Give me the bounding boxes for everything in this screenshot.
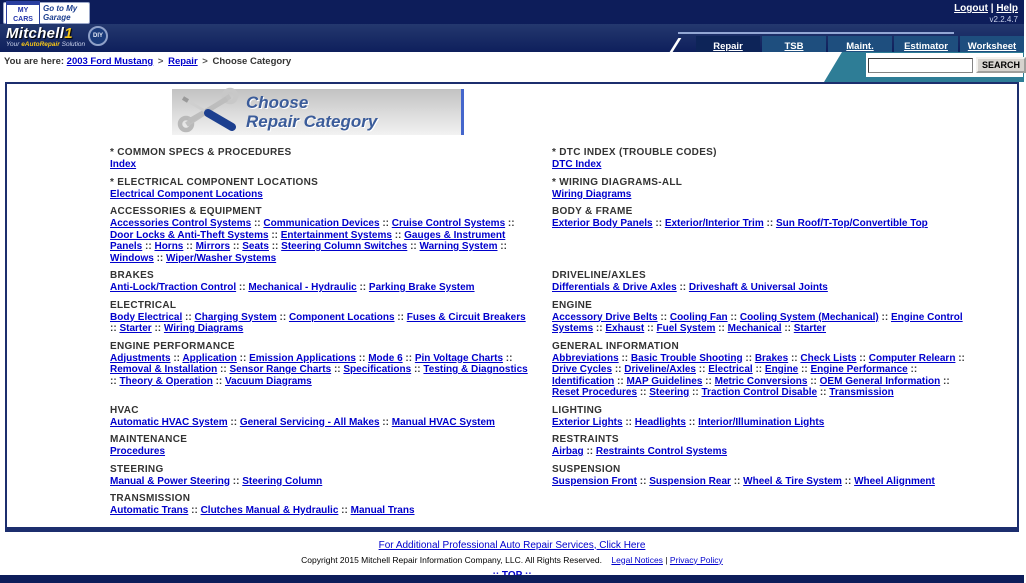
link-separator: :: [637, 387, 650, 398]
category-link[interactable]: Steering Column [242, 475, 323, 487]
category-row [110, 206, 997, 264]
category-links [552, 189, 972, 201]
category-cell-right [552, 300, 972, 335]
category-link[interactable]: Wiper/Washer Systems [166, 252, 277, 264]
top-bar [0, 0, 1024, 24]
category-link[interactable]: Pin Voltage Charts [414, 352, 504, 364]
category-link[interactable]: Clutches Manual & Hydraulic [200, 505, 339, 516]
category-link[interactable]: Exterior Lights [552, 416, 623, 428]
category-link[interactable]: Application [182, 352, 237, 364]
link-separator: :: [788, 352, 801, 364]
category-row [110, 464, 997, 488]
tab-label: Maint. [846, 41, 874, 52]
category-link[interactable]: Manual Trans [350, 505, 415, 516]
category-link[interactable]: Mechanical [727, 323, 782, 334]
link-separator: :: [593, 323, 606, 334]
category-cell-right [552, 206, 972, 264]
category-links [110, 505, 530, 517]
category-link[interactable]: Drive Cycles [552, 364, 613, 375]
category-link[interactable]: Wiring Diagrams [163, 323, 244, 334]
category-link[interactable]: Mirrors [195, 241, 231, 252]
category-links [110, 312, 530, 335]
category-cell-left [110, 493, 530, 517]
category-links [110, 218, 530, 264]
category-link[interactable]: Headlights [634, 416, 686, 428]
brand-bar [0, 24, 1024, 52]
search-input[interactable] [868, 58, 973, 73]
link-separator: :: [676, 282, 689, 293]
category-rows [7, 143, 1017, 517]
link-separator: :: [394, 311, 407, 323]
link-separator: :: [110, 323, 120, 334]
category-link[interactable]: Wheel & Tire System [743, 475, 842, 487]
category-cell-left [110, 405, 530, 429]
category-link[interactable]: Communication Devices [263, 218, 380, 229]
link-separator: :: [170, 352, 183, 364]
link-separator: :: [182, 311, 195, 323]
logout-link[interactable]: Logout [954, 3, 988, 14]
link-separator: :: [402, 352, 415, 364]
link-separator: :: [652, 218, 665, 229]
category-link[interactable]: Wiring Diagrams [552, 188, 632, 200]
link-separator: :: [355, 352, 369, 364]
link-separator: :: [907, 364, 918, 375]
tools-icon [176, 86, 240, 134]
category-link[interactable]: Windows [110, 252, 154, 264]
category-links [110, 476, 530, 488]
link-separator: :: [637, 475, 650, 487]
category-link[interactable]: Basic Trouble Shooting [630, 352, 743, 364]
category-link[interactable]: Horns [154, 241, 184, 252]
link-separator: :: [142, 241, 155, 252]
link-separator: :: [878, 311, 891, 323]
sub-header [0, 52, 1024, 82]
my-cars-button[interactable] [3, 2, 90, 24]
link-separator: :: [841, 475, 855, 487]
license-plate-icon [6, 1, 40, 25]
category-link[interactable]: Theory & Operation [119, 375, 213, 387]
category-link[interactable]: Computer Relearn [868, 352, 956, 364]
top-right-links [954, 3, 1018, 24]
link-separator: :: [251, 218, 264, 229]
link-separator: :: [817, 387, 830, 398]
link-separator: :: [183, 241, 196, 252]
category-links [552, 312, 972, 335]
link-separator: :: [702, 375, 715, 387]
category-link[interactable]: Cooling System (Mechanical) [739, 311, 879, 323]
category-links [552, 446, 972, 458]
link-separator: :: [379, 218, 392, 229]
category-link[interactable]: Engine Performance [810, 364, 908, 375]
category-row [110, 177, 997, 201]
category-cell-right [552, 434, 972, 458]
link-separator: :: [188, 505, 201, 516]
link-separator: :: [338, 505, 351, 516]
category-title: RESTRAINTS [552, 434, 619, 445]
link-separator: :: [856, 352, 869, 364]
category-title: LIGHTING [552, 404, 603, 416]
logo-tagline: Your eAutoRepair Solution [6, 41, 86, 48]
breadcrumb-vehicle-link[interactable]: 2003 Ford Mustang [66, 56, 154, 67]
category-link[interactable]: Gauges & Instrument Panels [110, 229, 506, 252]
category-title: DRIVELINE/AXLES [552, 270, 646, 281]
breadcrumb-repair-link[interactable]: Repair [168, 56, 198, 67]
category-title: GENERAL INFORMATION [552, 340, 679, 352]
category-cell-left [110, 300, 530, 335]
category-links [552, 218, 972, 230]
footer-pipe: | [665, 554, 668, 565]
category-title: BRAKES [110, 270, 155, 281]
category-title: ACCESSORIES & EQUIPMENT [110, 206, 262, 217]
link-separator: :: [356, 282, 369, 293]
category-link[interactable]: General Servicing - All Makes [239, 416, 380, 428]
category-cell-right [552, 177, 972, 201]
category-link[interactable]: Charging System [194, 311, 277, 323]
category-link[interactable]: Engine Control Systems [552, 311, 963, 334]
my-cars-label: MY CARS [13, 7, 33, 23]
category-link[interactable]: MAP Guidelines [626, 375, 703, 387]
link-separator: :: [236, 352, 250, 364]
category-links [552, 476, 972, 488]
link-separator: :: [230, 241, 243, 252]
category-link[interactable]: Body Electrical [110, 311, 183, 323]
category-title: ELECTRICAL [110, 299, 177, 311]
link-separator: :: [407, 241, 420, 252]
category-link[interactable]: Specifications [343, 364, 412, 375]
category-link[interactable]: Driveshaft & Universal Joints [688, 282, 828, 293]
category-row [110, 405, 997, 429]
link-separator: :: [689, 387, 702, 398]
category-cell-right [552, 270, 972, 294]
category-link[interactable]: Exhaust [605, 323, 645, 334]
category-links [110, 159, 530, 171]
link-separator: :: [807, 375, 820, 387]
breadcrumb-prefix: You are here: [4, 56, 65, 67]
bottom-navy-bar [0, 575, 1024, 583]
copyright-text: Copyright 2015 Mitchell Repair Information Company, LLC. All Rights Reserved. [301, 554, 602, 565]
tab-label: Worksheet [967, 41, 1017, 52]
link-separator: :: [614, 375, 627, 387]
tab-maint[interactable] [828, 36, 892, 52]
category-title: * DTC INDEX (TROUBLE CODES) [552, 147, 717, 158]
diy-badge: DIY [88, 26, 108, 46]
link-separator: :: [742, 352, 755, 364]
category-row [110, 434, 997, 458]
category-link[interactable]: Manual HVAC System [391, 416, 495, 428]
category-link[interactable]: Accessory Drive Belts [552, 311, 658, 323]
category-link[interactable]: Door Locks & Anti-Theft Systems [110, 229, 269, 241]
category-link[interactable]: Cooling Fan [669, 311, 728, 323]
tab-repair[interactable] [696, 36, 760, 52]
category-row [110, 270, 997, 294]
search-panel [866, 53, 1023, 77]
category-link[interactable]: Vacuum Diagrams [225, 375, 312, 387]
category-row [110, 300, 997, 335]
category-link[interactable]: Electrical Component Locations [110, 188, 263, 200]
category-cell-left [110, 177, 530, 201]
category-cell-left [110, 434, 530, 458]
link-separator: :: [276, 311, 289, 323]
category-link[interactable]: Manual & Power Steering [110, 475, 231, 487]
category-link[interactable]: Driveline/Axles [624, 364, 696, 375]
tab-tsb[interactable] [762, 36, 826, 52]
link-separator: :: [212, 375, 226, 387]
category-title: * WIRING DIAGRAMS-ALL [552, 176, 683, 188]
category-link[interactable]: Testing & Diagnostics [423, 364, 528, 375]
help-link[interactable]: Help [996, 3, 1018, 14]
category-link[interactable]: Interior/Illumination Lights [698, 416, 825, 428]
link-separator: :: [227, 416, 240, 428]
category-link[interactable]: Removal & Installation [110, 364, 218, 375]
link-separator: :: [955, 352, 965, 364]
category-cell-right [552, 341, 972, 399]
category-link[interactable]: Abbreviations [552, 352, 619, 364]
link-separator: :: [497, 241, 507, 252]
search-button[interactable]: SEARCH [976, 57, 1026, 73]
category-link[interactable]: DTC Index [552, 159, 602, 170]
link-separator: :: [763, 218, 776, 229]
category-link[interactable]: Engine [764, 364, 799, 375]
category-title: ENGINE PERFORMANCE [110, 340, 235, 352]
category-cell-left [110, 206, 530, 264]
category-link[interactable]: Electrical [708, 364, 753, 375]
category-link[interactable]: Adjustments [110, 352, 171, 364]
category-link[interactable]: Index [110, 159, 137, 170]
category-row [110, 493, 997, 517]
category-links [552, 353, 972, 399]
privacy-policy-link[interactable]: Privacy Policy [669, 554, 723, 565]
category-link[interactable]: Warning System [419, 241, 498, 252]
category-link[interactable]: Fuel System [656, 323, 716, 334]
category-link[interactable]: Cruise Control Systems [391, 218, 506, 229]
link-separator: :: [695, 364, 709, 375]
link-separator: :: [730, 475, 744, 487]
link-separator: :: [151, 323, 164, 334]
link-separator: :: [503, 352, 513, 364]
link-separator: :: [752, 364, 765, 375]
category-link[interactable]: Suspension Front [552, 475, 637, 487]
link-separator: :: [612, 364, 625, 375]
category-link[interactable]: Suspension Rear [649, 475, 731, 487]
logo-one: 1 [64, 25, 73, 42]
link-separator: :: [331, 364, 344, 375]
go-to-garage-label: Go to My Garage [43, 4, 78, 22]
category-link[interactable]: Automatic Trans [110, 505, 189, 516]
category-links [552, 417, 972, 429]
category-cell-left [110, 341, 530, 399]
category-title: * COMMON SPECS & PROCEDURES [110, 147, 292, 158]
page-title: Choose Repair Category [246, 93, 378, 131]
footer-promo-link[interactable]: For Additional Professional Auto Repair Services, Click Here [378, 539, 646, 551]
category-link[interactable]: OEM General Information [819, 375, 941, 387]
category-links [110, 446, 530, 458]
link-separator: :: [379, 416, 392, 428]
category-link[interactable]: Transmission [829, 387, 894, 398]
category-links [110, 417, 530, 429]
category-link[interactable]: Component Locations [288, 311, 395, 323]
link-separator: :: [798, 364, 811, 375]
link-separator: :: [940, 375, 950, 387]
mitchell1-logo [6, 25, 85, 48]
tab-worksheet[interactable] [960, 36, 1024, 52]
category-link[interactable]: Steering Column Switches [281, 241, 408, 252]
category-link[interactable]: Mechanical - Hydraulic [248, 282, 357, 293]
link-separator: :: [268, 229, 281, 241]
category-links [552, 159, 972, 171]
category-title: TRANSMISSION [110, 493, 191, 504]
breadcrumb-current: Choose Category [212, 56, 292, 67]
category-link[interactable]: Starter [119, 323, 152, 334]
legal-notices-link[interactable]: Legal Notices [611, 554, 663, 565]
top-link-divider: | [990, 3, 994, 14]
tab-label: TSB [784, 41, 804, 52]
link-separator: :: [715, 323, 728, 334]
link-separator: :: [505, 218, 515, 229]
logo-text: Mitchell [6, 25, 65, 42]
category-link[interactable]: Traction Control Disable [701, 387, 818, 398]
category-link[interactable]: Emission Applications [249, 352, 356, 364]
category-title: SUSPENSION [552, 463, 621, 475]
category-link[interactable]: Procedures [110, 446, 166, 457]
category-cell-right [552, 405, 972, 429]
category-title: MAINTENANCE [110, 434, 188, 445]
tab-label: Estimator [904, 41, 948, 52]
category-row [110, 341, 997, 399]
category-cell-right [552, 493, 972, 517]
category-cell-left [110, 464, 530, 488]
category-link[interactable]: Entertainment Systems [280, 229, 392, 241]
category-link[interactable]: Fuses & Circuit Breakers [406, 311, 526, 323]
link-separator: :: [217, 364, 230, 375]
category-link[interactable]: Parking Brake System [368, 282, 475, 293]
link-separator: :: [618, 352, 631, 364]
category-link[interactable]: Seats [242, 241, 269, 252]
link-separator: :: [583, 446, 596, 457]
link-separator: :: [230, 475, 243, 487]
category-link[interactable]: Differentials & Drive Axles [552, 282, 677, 293]
category-link[interactable]: Reset Procedures [552, 387, 638, 398]
diagonal-slash-decoration [670, 38, 689, 52]
category-link[interactable]: Mode 6 [368, 352, 403, 364]
nav-tabs [674, 36, 1024, 52]
category-cell-left [110, 147, 530, 171]
link-separator: :: [236, 282, 249, 293]
category-link[interactable]: Steering [649, 387, 690, 398]
main-content-box [5, 82, 1019, 532]
tab-label: Repair [713, 41, 743, 52]
category-link[interactable]: Sensor Range Charts [229, 364, 332, 375]
breadcrumb-separator: > [157, 56, 164, 67]
link-separator: :: [727, 311, 740, 323]
category-cell-right [552, 464, 972, 488]
link-separator: :: [685, 416, 699, 428]
category-cell-left [110, 270, 530, 294]
category-link[interactable]: Anti-Lock/Traction Control [110, 282, 237, 293]
link-separator: :: [622, 416, 635, 428]
category-link[interactable]: Automatic HVAC System [110, 416, 228, 428]
tab-estimator[interactable] [894, 36, 958, 52]
category-link[interactable]: Exterior/Interior Trim [664, 218, 764, 229]
category-title: STEERING [110, 463, 164, 475]
link-separator: :: [268, 241, 282, 252]
link-separator: :: [657, 311, 670, 323]
category-link[interactable]: Sun Roof/T-Top/Convertible Top [775, 218, 928, 229]
breadcrumb-separator: > [202, 56, 208, 67]
category-link[interactable]: Identification [552, 375, 615, 387]
category-links [110, 353, 530, 388]
category-link[interactable]: Exterior Body Panels [552, 218, 653, 229]
footer-copyright-line [0, 555, 1024, 565]
category-title: ENGINE [552, 299, 593, 311]
page-title-banner [172, 89, 464, 135]
category-links [552, 282, 972, 294]
link-separator: :: [781, 323, 794, 334]
link-separator: :: [153, 252, 167, 264]
category-links [110, 189, 530, 201]
category-links [110, 282, 530, 294]
category-link[interactable]: Airbag [552, 446, 584, 457]
category-link[interactable]: Check Lists [800, 352, 857, 364]
link-separator: :: [391, 229, 405, 241]
category-title: BODY & FRAME [552, 206, 633, 217]
category-row [110, 147, 997, 171]
link-separator: :: [644, 323, 657, 334]
category-link[interactable]: Restraints Control Systems [595, 446, 728, 457]
category-link[interactable]: Metric Conversions [714, 375, 808, 387]
category-link[interactable]: Accessories Control Systems [110, 218, 252, 229]
link-separator: :: [411, 364, 424, 375]
category-cell-right [552, 147, 972, 171]
category-title: * ELECTRICAL COMPONENT LOCATIONS [110, 176, 319, 188]
version-label: v2.2.4.7 [989, 15, 1018, 24]
category-link[interactable]: Starter [793, 323, 827, 334]
category-link[interactable]: Brakes [754, 352, 789, 364]
category-link[interactable]: Wheel Alignment [854, 475, 935, 487]
link-separator: :: [110, 375, 120, 387]
category-title: HVAC [110, 404, 139, 416]
